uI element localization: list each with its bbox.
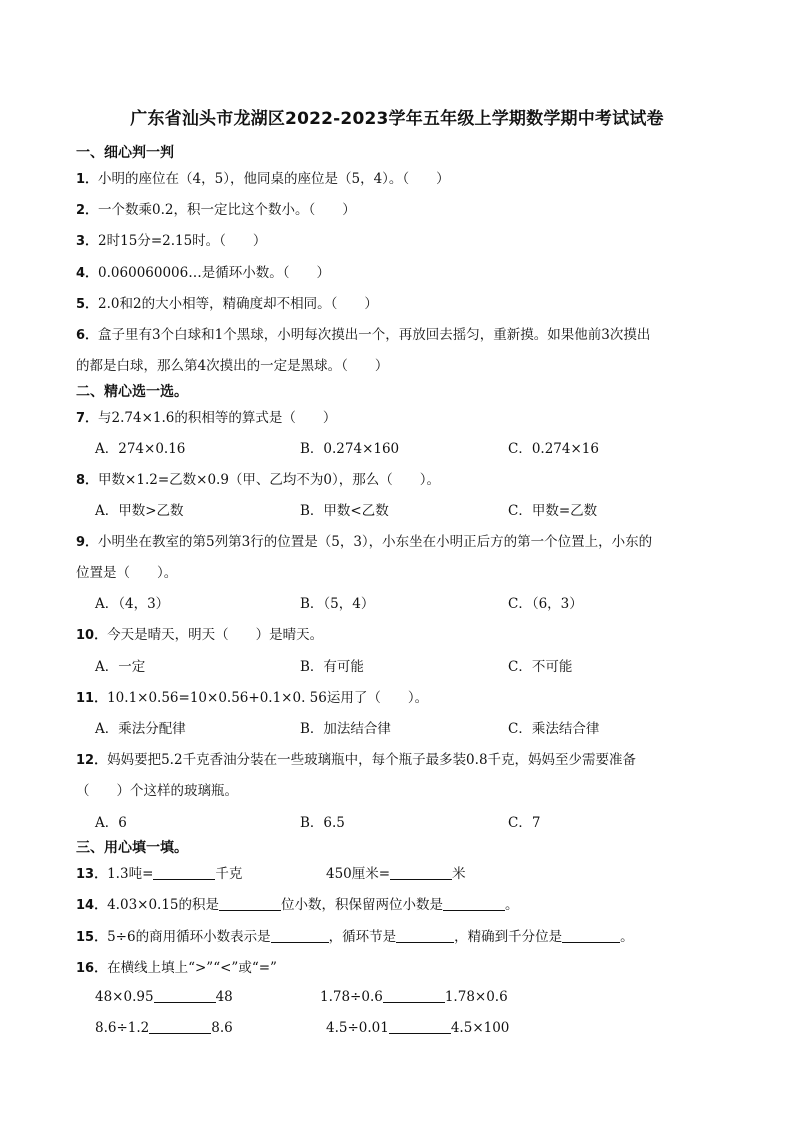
option-a: A．6 bbox=[95, 815, 127, 831]
question-text: 与2.74×1.6的积相等的算式是（ ） bbox=[98, 410, 337, 426]
question-text: 0.060060006…是循环小数。（ ） bbox=[98, 265, 330, 281]
question-13 bbox=[76, 862, 242, 882]
option-b: B．有可能 bbox=[300, 659, 364, 675]
question-15 bbox=[76, 925, 634, 945]
compare-left: 1.78÷0.6 bbox=[320, 989, 383, 1005]
section-heading-3: 三、用心填一填。 bbox=[76, 840, 188, 856]
question-16 bbox=[76, 956, 277, 976]
question-8 bbox=[76, 468, 440, 488]
question-number: 4． bbox=[76, 266, 99, 281]
question-text: 妈妈要把5.2千克香油分装在一些玻璃瓶中，每个瓶子最多装0.8千克，妈妈至少需要准备 bbox=[107, 752, 637, 768]
question-text: 2时15分=2.15时。（ ） bbox=[98, 233, 267, 249]
answer-blank[interactable] bbox=[443, 896, 505, 911]
question-number: 12． bbox=[76, 753, 108, 768]
answer-blank[interactable] bbox=[219, 896, 281, 911]
question-9 bbox=[76, 530, 652, 550]
question-text: 1.3吨= bbox=[107, 866, 154, 882]
question-text: 10.1×0.56=10×0.56+0.1×0. 56运用了（ ）。 bbox=[107, 690, 429, 706]
compare-right: 1.78×0.6 bbox=[444, 989, 508, 1005]
question-2 bbox=[76, 198, 356, 218]
option-b: B．加法结合律 bbox=[300, 721, 391, 737]
question-1 bbox=[76, 167, 450, 187]
question-14 bbox=[76, 893, 519, 913]
question-text: ，循环节是 bbox=[328, 929, 397, 945]
question-text: 在横线上填上“>”“<”或“=” bbox=[107, 960, 277, 976]
question-12 bbox=[76, 748, 636, 768]
answer-blank[interactable] bbox=[271, 928, 329, 943]
option-c: C．0.274×16 bbox=[508, 441, 599, 457]
question-9-cont: 位置是（ ）。 bbox=[76, 565, 178, 581]
question-text: 4.03×0.15的积是 bbox=[107, 897, 220, 913]
question-text: 2.0和2的大小相等，精确度却不相同。（ ） bbox=[98, 296, 378, 312]
option-c: C．乘法结合律 bbox=[508, 721, 600, 737]
question-text: 。 bbox=[620, 929, 634, 945]
option-b: B．（5，4） bbox=[300, 596, 375, 612]
question-text: 一个数乘0.2，积一定比这个数小。（ ） bbox=[98, 202, 356, 218]
answer-blank[interactable] bbox=[149, 1019, 211, 1034]
question-text: 甲数×1.2=乙数×0.9（甲、乙均不为0），那么（ ）。 bbox=[98, 472, 441, 488]
question-text: 5÷6的商用循环小数表示是 bbox=[107, 929, 271, 945]
question-number: 1． bbox=[76, 172, 99, 187]
option-a: A．（4，3） bbox=[95, 596, 170, 612]
compare-item bbox=[320, 988, 508, 1005]
question-text: 小明坐在教室的第5列第3行的位置是（5，3），小东坐在小明正后方的第一个位置上，小东的 bbox=[98, 534, 653, 550]
option-a: A．一定 bbox=[95, 659, 146, 675]
question-number: 14． bbox=[76, 898, 108, 913]
question-7 bbox=[76, 406, 336, 426]
question-number: 3． bbox=[76, 234, 99, 249]
question-text: 盒子里有3个白球和1个黑球，小明每次摸出一个，再放回去摇匀，重新摸。如果他前3次摸出 bbox=[98, 327, 651, 343]
question-number: 15． bbox=[76, 930, 108, 945]
option-a: A．甲数>乙数 bbox=[95, 503, 184, 519]
answer-blank[interactable] bbox=[153, 865, 215, 880]
question-number: 6． bbox=[76, 328, 99, 343]
question-text: 。 bbox=[505, 897, 519, 913]
question-12-cont: （ ）个这样的玻璃瓶。 bbox=[76, 783, 238, 799]
question-number: 5． bbox=[76, 297, 99, 312]
question-13-part-2 bbox=[326, 862, 466, 882]
question-text: 今天是晴天，明天（ ）是晴天。 bbox=[107, 627, 324, 643]
question-number: 10． bbox=[76, 628, 108, 643]
question-number: 9． bbox=[76, 535, 99, 550]
page-title: 广东省汕头市龙湖区2022-2023学年五年级上学期数学期中考试试卷 bbox=[130, 109, 664, 129]
question-6-cont: 的都是白球，那么第4次摸出的一定是黑球。（ ） bbox=[76, 358, 389, 374]
question-10 bbox=[76, 623, 323, 643]
option-c: C．不可能 bbox=[508, 659, 573, 675]
question-5 bbox=[76, 292, 378, 312]
answer-blank[interactable] bbox=[383, 988, 445, 1003]
option-c: C．（6，3） bbox=[508, 596, 583, 612]
compare-right: 4.5×100 bbox=[450, 1020, 510, 1036]
compare-right: 8.6 bbox=[211, 1020, 233, 1036]
question-3 bbox=[76, 229, 266, 249]
compare-item bbox=[95, 988, 233, 1005]
section-heading-2: 二、精心选一选。 bbox=[76, 384, 188, 400]
answer-blank[interactable] bbox=[389, 1019, 451, 1034]
question-text: 450厘米= bbox=[326, 866, 391, 882]
question-number: 8． bbox=[76, 473, 99, 488]
question-text: 千克 bbox=[215, 866, 243, 882]
question-text: 米 bbox=[452, 866, 466, 882]
question-number: 16． bbox=[76, 961, 108, 976]
compare-left: 4.5÷0.01 bbox=[326, 1020, 389, 1036]
question-text: 位小数，积保留两位小数是 bbox=[281, 897, 444, 913]
compare-right: 48 bbox=[215, 989, 233, 1005]
question-11 bbox=[76, 686, 428, 706]
option-b: B．0.274×160 bbox=[300, 441, 400, 457]
compare-left: 48×0.95 bbox=[95, 989, 154, 1005]
compare-item bbox=[95, 1019, 233, 1036]
option-c: C．甲数=乙数 bbox=[508, 503, 598, 519]
question-number: 7． bbox=[76, 411, 99, 426]
option-a: A．274×0.16 bbox=[95, 441, 186, 457]
question-number: 11． bbox=[76, 691, 108, 706]
option-b: B．6.5 bbox=[300, 815, 345, 831]
question-number: 2． bbox=[76, 203, 99, 218]
question-text: ，精确到千分位是 bbox=[454, 929, 563, 945]
answer-blank[interactable] bbox=[390, 865, 452, 880]
question-6 bbox=[76, 323, 650, 343]
answer-blank[interactable] bbox=[154, 988, 216, 1003]
compare-item bbox=[326, 1019, 509, 1036]
option-b: B．甲数<乙数 bbox=[300, 503, 389, 519]
option-a: A．乘法分配律 bbox=[95, 721, 186, 737]
compare-left: 8.6÷1.2 bbox=[95, 1020, 150, 1036]
option-c: C．7 bbox=[508, 815, 541, 831]
answer-blank[interactable] bbox=[562, 928, 620, 943]
section-heading-1: 一、细心判一判 bbox=[76, 145, 174, 161]
question-number: 13． bbox=[76, 867, 108, 882]
question-4 bbox=[76, 261, 330, 281]
answer-blank[interactable] bbox=[396, 928, 454, 943]
question-text: 小明的座位在（4，5），他同桌的座位是（5，4）。（ ） bbox=[98, 171, 450, 187]
